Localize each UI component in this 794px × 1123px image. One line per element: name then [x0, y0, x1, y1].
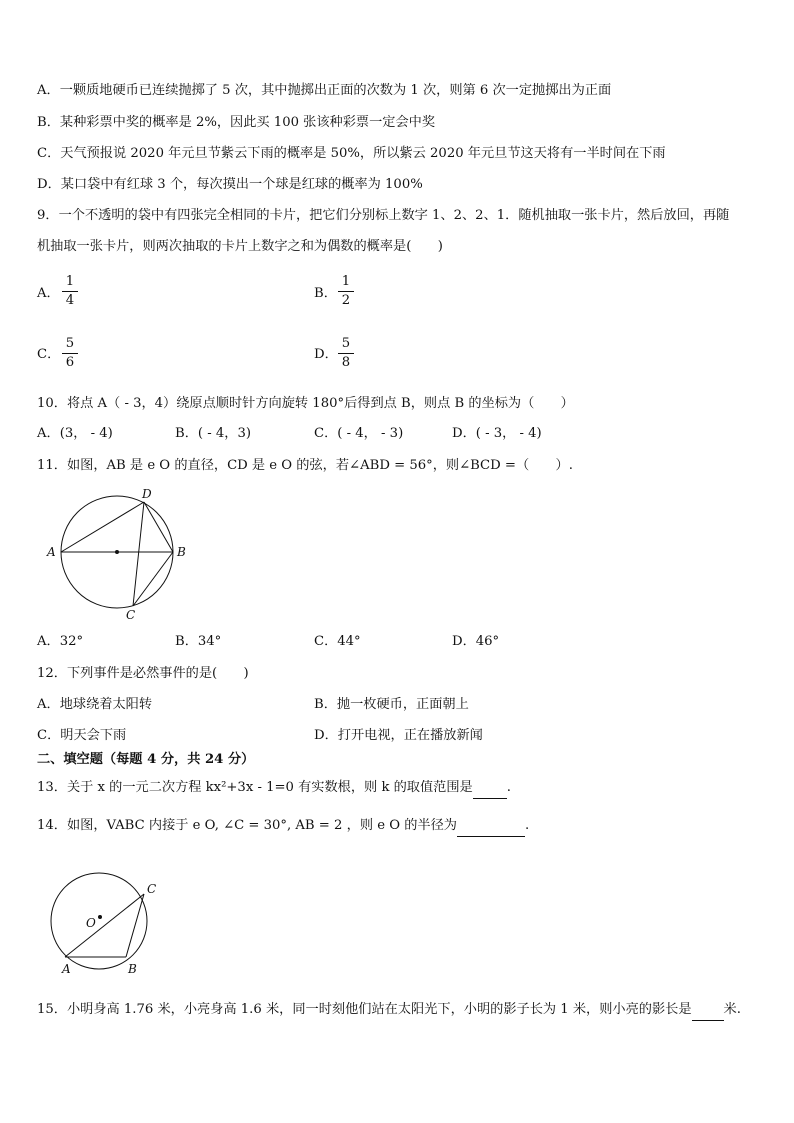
segment-ad	[61, 502, 144, 552]
q10-option-a: A．(3， - 4)	[37, 426, 113, 441]
numerator: 1	[62, 273, 78, 292]
q13-answer-blank	[473, 778, 507, 799]
q9-option-b-label: B．	[314, 286, 337, 301]
denominator: 2	[341, 293, 351, 308]
q9-option-c-label: C．	[37, 347, 61, 362]
point-label-c: C	[126, 608, 136, 622]
circle-outline	[51, 873, 147, 969]
q14-end: .	[524, 818, 530, 833]
numerator: 1	[338, 273, 354, 292]
segment-ac	[65, 894, 144, 957]
q10-option-c: C．( - 4， - 3)	[314, 426, 404, 441]
denominator: 8	[341, 355, 351, 370]
q9-option-a-fraction	[62, 273, 78, 310]
q9-stem-line1: 9．一个不透明的袋中有四张完全相同的卡片，把它们分别标上数字 1、2、2、1．随机抽取一张卡片，然后放回，再随	[37, 208, 730, 223]
q15-answer-blank	[692, 1000, 724, 1021]
q14-answer-blank	[457, 816, 525, 837]
q14-line	[37, 816, 529, 837]
q10-stem: 10．将点 A（ - 3，4）绕原点顺时针方向旋转 180°后得到点 B，则点 B 的坐标为（ ）	[37, 396, 574, 411]
segment-db	[144, 502, 173, 552]
q9-option-d-label: D．	[314, 347, 338, 362]
q12-option-b: B．抛一枚硬币，正面朝上	[314, 697, 469, 712]
q12-option-a: A．地球绕着太阳转	[37, 697, 153, 712]
q14-circle-figure	[40, 875, 170, 985]
q11-option-b: B．34°	[175, 634, 222, 649]
q11-option-a: A．32°	[37, 634, 84, 649]
segment-bc	[126, 894, 144, 957]
q12-option-c: C．明天会下雨	[37, 728, 127, 743]
q12-option-d: D．打开电视，正在播放新闻	[314, 728, 483, 743]
q8-option-a: A．一颗质地硬币已连续抛掷了 5 次，其中抛掷出正面的次数为 1 次，则第 6 次一定抛掷出为正面	[37, 83, 612, 98]
center-point	[98, 915, 102, 919]
q9-option-d-fraction	[338, 335, 354, 372]
point-label-a: A	[62, 962, 71, 976]
numerator: 5	[62, 335, 78, 354]
segment-dc	[133, 502, 144, 606]
q13-end: .	[506, 780, 511, 795]
q15-stem: 15．小明身高 1.76 米，小亮身高 1.6 米，同一时刻他们站在太阳光下，小明的影子长为 1 米，则小亮的影长是	[37, 1002, 692, 1017]
q11-option-c: C．44°	[314, 634, 361, 649]
q14-stem: 14．如图，VABC 内接于 e O, ∠C = 30°, AB = 2 ，则 e O 的半径为	[37, 818, 457, 833]
point-label-o: O	[86, 916, 96, 930]
point-label-a: A	[47, 545, 56, 559]
q11-stem: 11．如图，AB 是 e O 的直径，CD 是 e O 的弦，若∠ABD = 56°，则∠BCD =（ ）.	[37, 458, 573, 473]
denominator: 6	[65, 355, 75, 370]
q9-option-b-fraction	[338, 273, 354, 310]
point-label-c: C	[147, 882, 157, 896]
denominator: 4	[65, 293, 75, 308]
q15-line	[37, 1000, 741, 1021]
q11-option-d: D．46°	[452, 634, 500, 649]
point-label-d: D	[142, 487, 152, 501]
segment-cb	[133, 552, 173, 606]
q8-option-c: C．天气预报说 2020 年元旦节紫云下雨的概率是 50%，所以紫云 2020 年元旦节这天将有一半时间在下雨	[37, 146, 666, 161]
q10-option-b: B．( - 4，3)	[175, 426, 251, 441]
point-label-b: B	[128, 962, 137, 976]
q13-line	[37, 778, 511, 799]
numerator: 5	[338, 335, 354, 354]
q8-option-b: B．某种彩票中奖的概率是 2%，因此买 100 张该种彩票一定会中奖	[37, 115, 436, 130]
center-point	[115, 550, 119, 554]
section-heading-fill-in: 二、填空题（每题 4 分，共 24 分）	[37, 752, 255, 767]
point-label-b: B	[177, 545, 186, 559]
q10-option-d: D．( - 3， - 4)	[452, 426, 542, 441]
q8-option-d: D．某口袋中有红球 3 个，每次摸出一个球是红球的概率为 100%	[37, 177, 423, 192]
q9-option-c-fraction	[62, 335, 78, 372]
q13-stem: 13．关于 x 的一元二次方程 kx²+3x - 1=0 有实数根，则 k 的取值范围是	[37, 780, 473, 795]
q11-circle-figure	[40, 485, 200, 625]
q9-stem-line2: 机抽取一张卡片，则两次抽取的卡片上数字之和为偶数的概率是( )	[37, 239, 443, 254]
q15-end: 米.	[723, 1002, 741, 1017]
q9-option-a-label: A．	[37, 286, 60, 301]
q12-stem: 12．下列事件是必然事件的是( )	[37, 666, 249, 681]
